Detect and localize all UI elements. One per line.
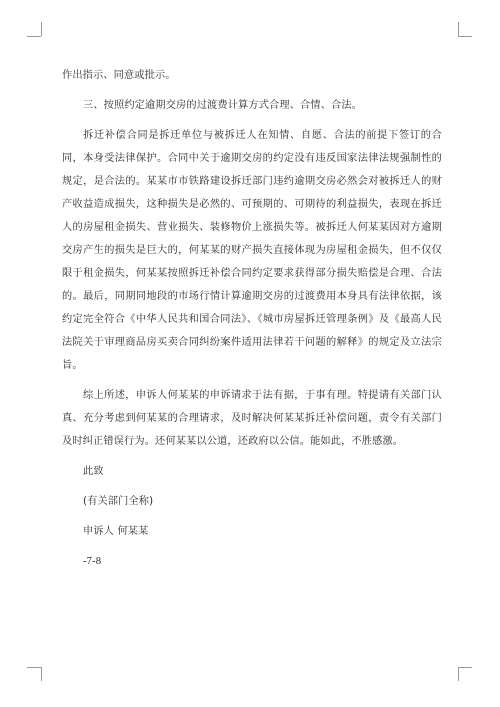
- crop-mark-top-right: [458, 22, 459, 36]
- crop-mark-bottom-left: [41, 667, 42, 681]
- crop-mark-bottom-right: [458, 667, 472, 668]
- document-body: [62, 64, 442, 573]
- signature-line: 申诉人 何某某: [83, 526, 149, 537]
- section-heading: 三、按照约定逾期交房的过渡费计算方式合理、合情、合法。: [83, 100, 363, 111]
- crop-mark-bottom-left: [27, 667, 41, 668]
- crop-mark-top-left: [41, 22, 42, 36]
- crop-mark-top-left: [27, 36, 41, 37]
- paragraph-conclusion: 综上所述，申诉人何某某的申诉请求于法有据，于事有理。特提请有关部门认真、充分考虑到何某某的合理请求，及时解决何某某拆迁补偿问题，责令有关部门及时纠正错误行为。还何某某以公道，还政府以公信。能如此，不胜感激。: [62, 390, 442, 447]
- crop-mark-top-right: [458, 36, 472, 37]
- closing-salutation: 此致: [83, 466, 104, 477]
- recipient-line: (有关部门全称): [83, 496, 154, 507]
- page-number: -7-8: [83, 556, 102, 567]
- paragraph-legal-basis: 拆迁补偿合同是拆迁单位与被拆迁人在知情、自愿、合法的前提下签订的合同，本身受法律保护。合同中关于逾期交房的约定没有违反国家法律法规强制性的规定，是合法的。某某市市铁路建设拆迁部门违约逾期交房必然会对被拆迁人的财产收益造成损失，这种损失是必然的、可预期的、可期待的利益损失，表现在拆迁人的房屋租金损失、营业损失、装修物价上涨损失等。被拆迁人何某某因对方逾期交房产生的损失是巨大的，何某某的财产损失直接体现为房屋租金损失，但不仅仅限于租金损失，何某某按照拆迁补偿合同约定要求获得部分损失赔偿是合理、合法的。最后，同期同地段的市场行情计算逾期交房的过渡费用本身具有法律依据，该约定完全符合《中华人民共和国合同法》、《城市房屋拆迁管理条例》及《最高人民法院关于审理商品房买卖合同纠纷案件适用法律若干问题的解释》的规定及立法宗旨。: [62, 130, 442, 371]
- crop-mark-bottom-right: [458, 667, 459, 681]
- continuation-line: 作出指示、同意或批示。: [62, 70, 176, 81]
